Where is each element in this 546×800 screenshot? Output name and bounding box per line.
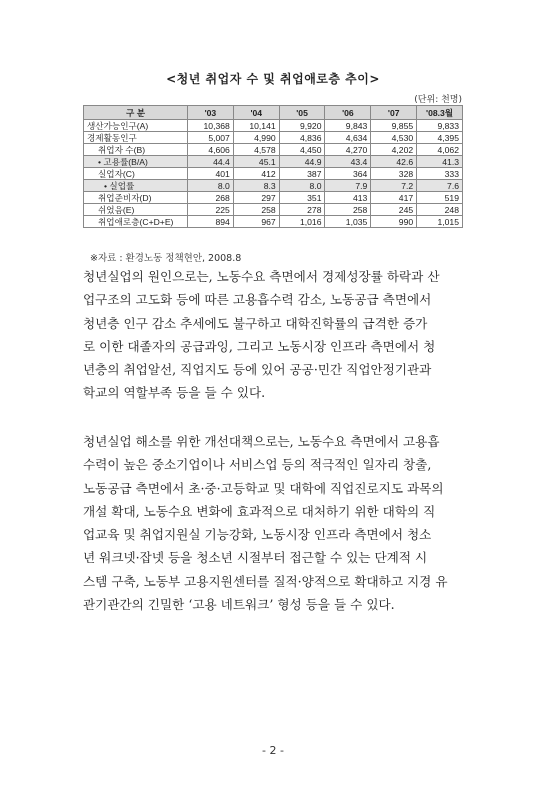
row-label: • 실업률 xyxy=(84,180,188,192)
table-cell: 1,015 xyxy=(417,216,463,228)
table-cell: 45.1 xyxy=(233,156,279,168)
table-cell: 9,855 xyxy=(371,120,417,132)
table-cell: 4,606 xyxy=(188,144,234,156)
header-cell-year: '03 xyxy=(188,106,234,120)
table-row xyxy=(84,168,463,180)
table-cell: 519 xyxy=(417,192,463,204)
row-label: 실업자(C) xyxy=(84,168,188,180)
header-cell-year: '06 xyxy=(325,106,371,120)
table-cell: 4,062 xyxy=(417,144,463,156)
row-label: 경제활동인구 xyxy=(84,132,188,144)
table-cell: 9,833 xyxy=(417,120,463,132)
paragraph-line: 업교육 및 취업지원실 기능강화, 노동시장 인프라 측면에서 청소 xyxy=(83,527,432,543)
paragraph-line: 수력이 높은 중소기업이나 서비스업 등의 적극적인 일자리 창출, xyxy=(83,457,432,473)
row-label: 취업애로층(C+D+E) xyxy=(84,216,188,228)
table-cell: 7.2 xyxy=(371,180,417,192)
table-cell: 412 xyxy=(233,168,279,180)
table-cell: 4,450 xyxy=(279,144,325,156)
table-cell: 8.0 xyxy=(188,180,234,192)
row-label: 취업준비자(D) xyxy=(84,192,188,204)
table-cell: 10,368 xyxy=(188,120,234,132)
table-row xyxy=(84,120,463,132)
table-row xyxy=(84,144,463,156)
table-cell: 328 xyxy=(371,168,417,180)
header-cell-year: '04 xyxy=(233,106,279,120)
table-cell: 7.9 xyxy=(325,180,371,192)
table-cell: 4,634 xyxy=(325,132,371,144)
table-row xyxy=(84,216,463,228)
table-cell: 4,530 xyxy=(371,132,417,144)
table-cell: 4,990 xyxy=(233,132,279,144)
paragraph-line: 학교의 역할부족 등을 들 수 있다. xyxy=(83,385,266,401)
header-cell-year: '05 xyxy=(279,106,325,120)
table-cell: 258 xyxy=(233,204,279,216)
table-header-row xyxy=(84,106,463,120)
paragraph-line: 년 워크넷·잡넷 등을 청소년 시절부터 접근할 수 있는 단계적 시 xyxy=(83,550,428,566)
table-cell: 8.0 xyxy=(279,180,325,192)
table-cell: 967 xyxy=(233,216,279,228)
header-cell-category: 구 분 xyxy=(84,106,188,120)
table-cell: 225 xyxy=(188,204,234,216)
table-cell: 258 xyxy=(325,204,371,216)
table-cell: 401 xyxy=(188,168,234,180)
table-cell: 5,007 xyxy=(188,132,234,144)
paragraph-line: 청년층 인구 감소 추세에도 불구하고 대학진학률의 급격한 증가 xyxy=(83,315,428,331)
table-row xyxy=(84,204,463,216)
paragraph-line: 개설 확대, 노동수요 변화에 효과적으로 대처하기 위한 대학의 직 xyxy=(83,503,436,519)
table-cell: 8.3 xyxy=(233,180,279,192)
header-cell-year: '07 xyxy=(371,106,417,120)
header-cell-year: '08.3월 xyxy=(417,106,463,120)
row-label: • 고용률(B/A) xyxy=(84,156,188,168)
paragraph-line: 청년실업 해소를 위한 개선대책으로는, 노동수요 측면에서 고용흡 xyxy=(83,434,440,449)
table-cell: 351 xyxy=(279,192,325,204)
row-label: 취업자 수(B) xyxy=(84,144,188,156)
table-unit-note: (단위: 천명) xyxy=(414,95,462,105)
table-cell: 44.4 xyxy=(188,156,234,168)
table-cell: 990 xyxy=(371,216,417,228)
paragraph-line: 년층의 취업알선, 직업지도 등에 있어 공공·민간 직업안정기관과 xyxy=(83,362,432,378)
table-cell: 41.3 xyxy=(417,156,463,168)
table-cell: 245 xyxy=(371,204,417,216)
row-label: 쉬었음(E) xyxy=(84,204,188,216)
row-label: 생산가능인구(A) xyxy=(84,120,188,132)
paragraph-line: 청년실업의 원인으로는, 노동수요 측면에서 경제성장률 하락과 산 xyxy=(83,269,440,284)
table-cell: 1,035 xyxy=(325,216,371,228)
table-cell: 4,202 xyxy=(371,144,417,156)
table-cell: 10,141 xyxy=(233,120,279,132)
table-cell: 417 xyxy=(371,192,417,204)
paragraph-measures xyxy=(83,430,463,616)
youth-employment-table xyxy=(83,105,463,228)
table-caption: <청년 취업자 수 및 취업애로층 추이> xyxy=(166,72,380,86)
table-cell: 268 xyxy=(188,192,234,204)
paragraph-line: 스템 구축, 노동부 고용지원센터를 질적·양적으로 확대하고 지경 유 xyxy=(83,573,448,589)
table-cell: 333 xyxy=(417,168,463,180)
table-cell: 4,395 xyxy=(417,132,463,144)
table-cell: 248 xyxy=(417,204,463,216)
table-cell: 1,016 xyxy=(279,216,325,228)
table-cell: 9,920 xyxy=(279,120,325,132)
table-cell: 387 xyxy=(279,168,325,180)
source-note: ※자료 : 환경노동 정책현안, 2008.8 xyxy=(90,253,242,264)
table-row xyxy=(84,132,463,144)
table-cell: 7.6 xyxy=(417,180,463,192)
paragraph-line: 로 이한 대졸자의 공급과잉, 그리고 노동시장 인프라 측면에서 청 xyxy=(83,338,436,354)
table-cell: 278 xyxy=(279,204,325,216)
table-row xyxy=(84,156,463,168)
table-cell: 4,270 xyxy=(325,144,371,156)
paragraph-line: 관기관간의 긴밀한 ‘고용 네트워크’ 형성 등을 들 수 있다. xyxy=(83,597,395,613)
table-cell: 44.9 xyxy=(279,156,325,168)
table-cell: 297 xyxy=(233,192,279,204)
table-cell: 9,843 xyxy=(325,120,371,132)
paragraph-line: 노동공급 측면에서 초·중·고등학교 및 대학에 직업진로지도 과목의 xyxy=(83,480,444,496)
table-cell: 43.4 xyxy=(325,156,371,168)
table-row xyxy=(84,180,463,192)
page-number: - 2 - xyxy=(262,744,284,757)
table-cell: 364 xyxy=(325,168,371,180)
table-cell: 413 xyxy=(325,192,371,204)
table-cell: 4,578 xyxy=(233,144,279,156)
paragraph-line: 업구조의 고도화 등에 따른 고용흡수력 감소, 노동공급 측면에서 xyxy=(83,292,432,308)
table-row xyxy=(84,192,463,204)
table-cell: 4,836 xyxy=(279,132,325,144)
table-cell: 42.6 xyxy=(371,156,417,168)
table-cell: 894 xyxy=(188,216,234,228)
paragraph-causes xyxy=(83,265,463,405)
